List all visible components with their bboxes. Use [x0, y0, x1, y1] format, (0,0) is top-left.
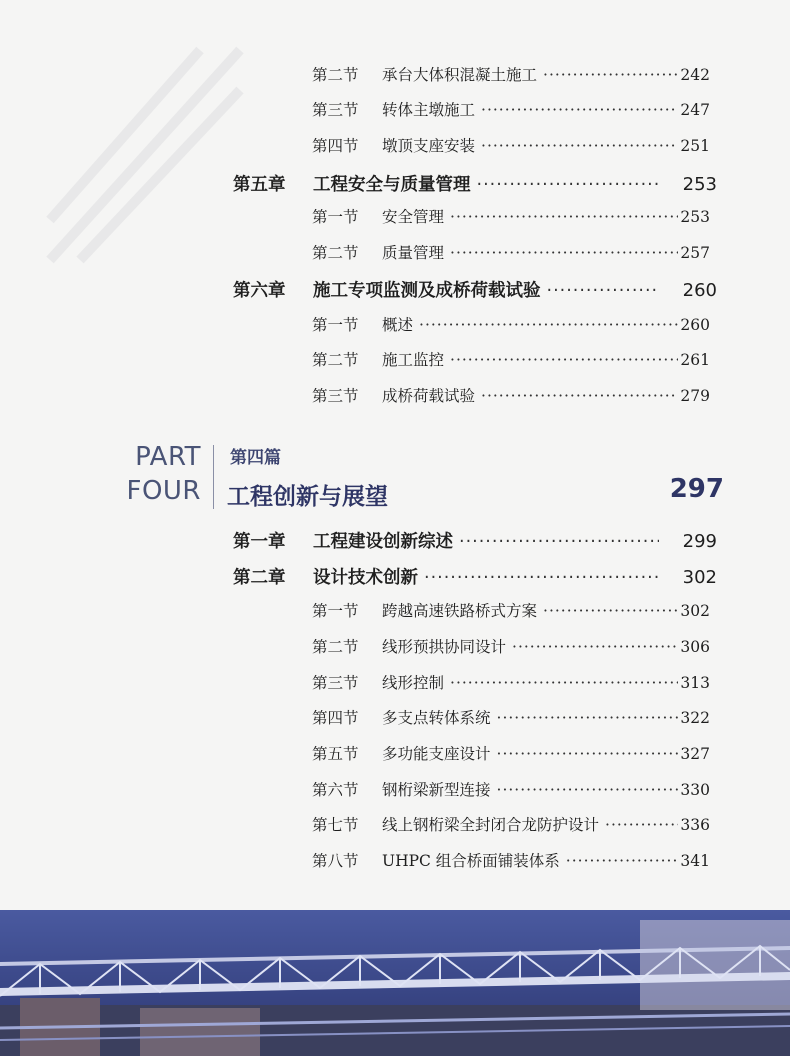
dot-leader	[450, 351, 678, 369]
toc-section-row[interactable]	[312, 599, 710, 621]
toc-section-row[interactable]	[312, 348, 710, 370]
dot-leader	[566, 852, 679, 870]
page-number: 341	[680, 852, 710, 870]
page-number: 330	[680, 781, 710, 799]
part-label-english-line2: FOUR	[126, 476, 201, 506]
page-number: 336	[680, 816, 710, 834]
section-title: 跨越高速铁路桥式方案	[382, 602, 538, 620]
dot-leader	[477, 175, 660, 195]
page-number: 257	[680, 244, 710, 262]
section-title: 转体主墩施工	[382, 101, 476, 119]
section-title: 多功能支座设计	[382, 745, 491, 763]
dot-leader	[424, 568, 659, 588]
chapter-number: 第二章	[233, 568, 286, 588]
part-page-number: 297	[669, 474, 724, 504]
page-number: 299	[682, 531, 717, 552]
section-title: 线形预拱协同设计	[382, 638, 507, 656]
dot-leader	[481, 101, 678, 119]
section-number: 第五节	[312, 745, 359, 763]
page-number: 261	[680, 351, 710, 369]
section-title: UHPC 组合桥面铺装体系	[382, 852, 560, 870]
toc-section-row[interactable]	[312, 706, 710, 728]
section-number: 第三节	[312, 387, 359, 405]
section-title: 成桥荷载试验	[382, 387, 476, 405]
section-number: 第八节	[312, 852, 359, 870]
page-number: 253	[680, 208, 710, 226]
chapter-title: 工程安全与质量管理	[313, 175, 471, 195]
page-number: 247	[680, 101, 710, 119]
section-title: 钢桁梁新型连接	[382, 781, 491, 799]
section-number: 第四节	[312, 137, 359, 155]
section-title: 质量管理	[382, 244, 445, 262]
chapter-number: 第一章	[233, 532, 286, 552]
toc-section-row[interactable]	[312, 98, 710, 120]
toc-section-row[interactable]	[312, 384, 710, 406]
dot-leader	[497, 745, 679, 763]
section-title: 承台大体积混凝土施工	[382, 66, 538, 84]
section-title: 施工监控	[382, 351, 445, 369]
page-number: 260	[680, 316, 710, 334]
section-number: 第二节	[312, 244, 359, 262]
dot-leader	[512, 638, 678, 656]
section-number: 第二节	[312, 351, 359, 369]
toc-section-row[interactable]	[312, 63, 710, 85]
dot-leader	[605, 816, 678, 834]
part-label-english-line1: PART	[135, 442, 201, 472]
dot-leader	[481, 137, 678, 155]
toc-section-row[interactable]	[312, 313, 710, 335]
section-number: 第三节	[312, 674, 359, 692]
page-number: 279	[680, 387, 710, 405]
toc-section-row[interactable]	[312, 241, 710, 263]
section-title: 安全管理	[382, 208, 445, 226]
toc-chapter-row[interactable]	[233, 171, 717, 196]
toc-section-row[interactable]	[312, 205, 710, 227]
toc-section-row[interactable]	[312, 635, 710, 657]
toc-section-row[interactable]	[312, 849, 710, 871]
toc-section-row[interactable]	[312, 134, 710, 156]
chapter-title: 工程建设创新综述	[313, 532, 453, 552]
page-number: 306	[680, 638, 710, 656]
chapter-title: 设计技术创新	[313, 568, 418, 588]
page-number: 302	[682, 567, 717, 588]
dot-leader	[543, 66, 678, 84]
toc-chapter-row[interactable]	[233, 277, 717, 302]
section-number: 第四节	[312, 709, 359, 727]
toc-chapter-row[interactable]	[233, 564, 717, 589]
background-watermark-graphic	[40, 40, 250, 270]
chapter-number: 第六章	[233, 281, 286, 301]
page-number: 253	[682, 174, 717, 195]
page-number: 260	[682, 280, 717, 301]
dot-leader	[450, 208, 678, 226]
dot-leader	[459, 532, 659, 552]
toc-section-row[interactable]	[312, 742, 710, 764]
section-number: 第三节	[312, 101, 359, 119]
toc-section-row[interactable]	[312, 813, 710, 835]
section-number: 第七节	[312, 816, 359, 834]
page-number: 322	[680, 709, 710, 727]
chapter-title: 施工专项监测及成桥荷载试验	[313, 281, 541, 301]
section-number: 第二节	[312, 66, 359, 84]
dot-leader	[419, 316, 678, 334]
section-title: 多支点转体系统	[382, 709, 491, 727]
section-number: 第二节	[312, 638, 359, 656]
section-title: 线形控制	[382, 674, 445, 692]
section-number: 第一节	[312, 208, 359, 226]
chapter-number: 第五章	[233, 175, 286, 195]
toc-section-row[interactable]	[312, 778, 710, 800]
page-number: 313	[680, 674, 710, 692]
section-number: 第一节	[312, 316, 359, 334]
bridge-illustration	[0, 910, 790, 1056]
part-title[interactable]: 工程创新与展望	[227, 484, 388, 510]
dot-leader	[497, 709, 679, 727]
toc-chapter-row[interactable]	[233, 528, 717, 553]
page-number: 302	[680, 602, 710, 620]
toc-section-row[interactable]	[312, 671, 710, 693]
dot-leader	[481, 387, 678, 405]
section-title: 墩顶支座安装	[382, 137, 476, 155]
section-number: 第一节	[312, 602, 359, 620]
dot-leader	[543, 602, 678, 620]
steel-truss-bridge-photo	[0, 910, 790, 1056]
dot-leader	[547, 281, 660, 301]
dot-leader	[497, 781, 679, 799]
dot-leader	[450, 244, 678, 262]
dot-leader	[450, 674, 678, 692]
page-number: 242	[680, 66, 710, 84]
section-title: 线上钢桁梁全封闭合龙防护设计	[382, 816, 600, 834]
page-number: 327	[680, 745, 710, 763]
section-number: 第六节	[312, 781, 359, 799]
part-label: 第四篇	[230, 448, 281, 468]
part-divider	[213, 445, 214, 509]
section-title: 概述	[382, 316, 414, 334]
page-number: 251	[680, 137, 710, 155]
